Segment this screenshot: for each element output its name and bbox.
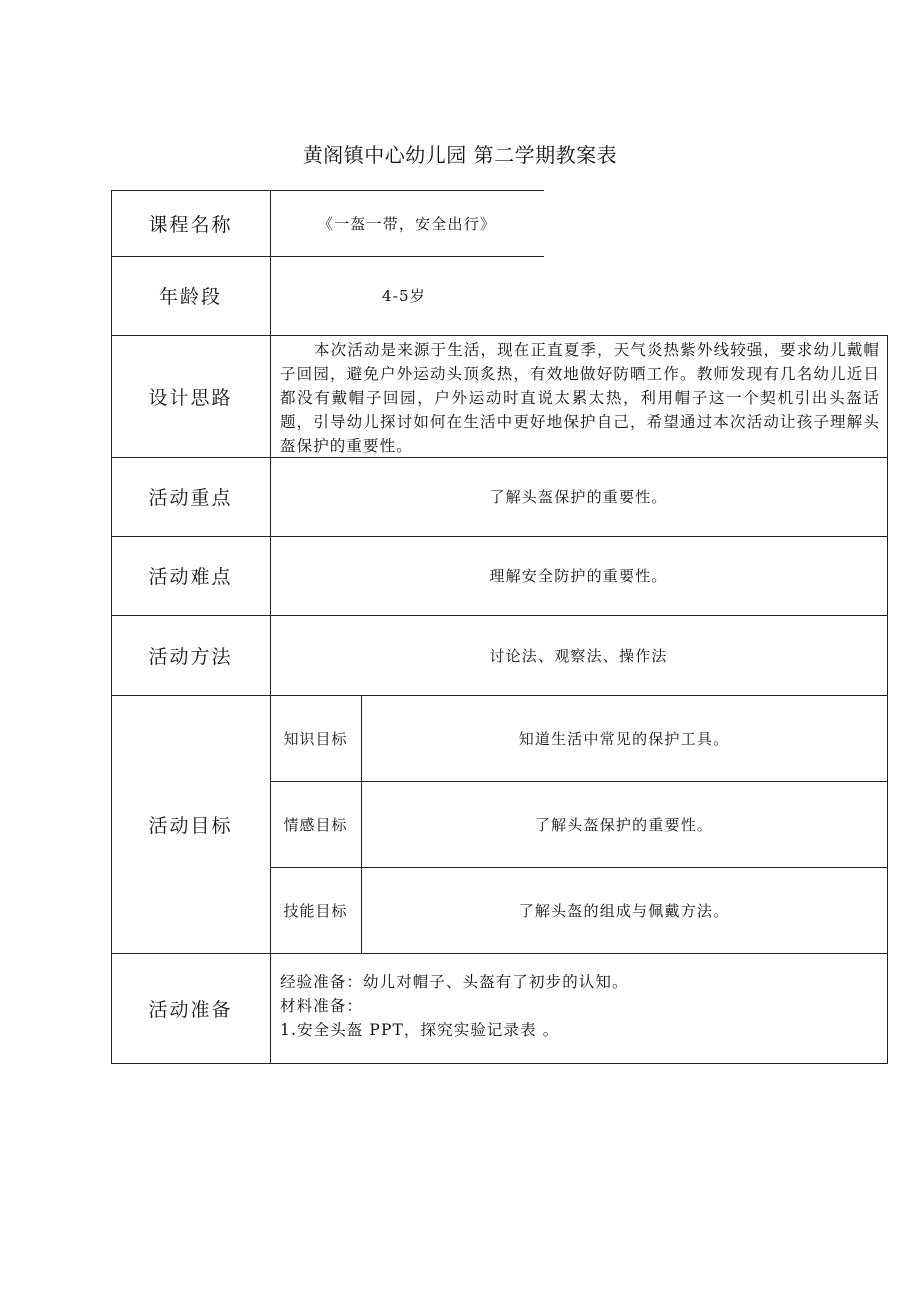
key-point-value: 了解头盔保护的重要性。 [489,488,668,506]
method-label: 活动方法 [148,645,233,668]
rule-bottom [111,1063,887,1064]
goals-label: 活动目标 [148,814,233,837]
course-name-label: 课程名称 [148,213,233,236]
preparation-line: 经验准备：幼儿对帽子、头盔有了初步的认知。 [280,973,629,991]
design-idea-text [280,338,880,456]
key-point-label: 活动重点 [148,487,233,509]
design-idea-value: 本次活动是来源于生活，现在正直夏季，天气炎热紫外线较强，要求幼儿戴帽子回园，避免户外运动头顶炙热，有效地做好防晒工作。教师发现有几名幼儿近日都没有戴帽子回园，户外运动时直说太累太热，利用帽子这一个契机引出头盔话题，引导幼儿探讨如何在生活中更好地保护自己，希望通过本次活动让孩子理解头盔保护的重要性。 [280,341,880,455]
emotion-goal-label: 情感目标 [283,815,348,834]
preparation-label: 活动准备 [148,998,233,1021]
difficulty-label: 活动难点 [148,566,233,588]
course-name-value: 《一盔一带，安全出行》 [317,214,497,233]
document-title: 黄阁镇中心幼儿园 第二学期教案表 [302,143,618,167]
skill-goal-value: 了解头盔的组成与佩戴方法。 [518,901,730,920]
preparation-line: 1.安全头盔 PPT，探究实验记录表 。 [280,1021,560,1039]
rule-right [887,335,888,1064]
preparation-line: 材料准备： [280,997,364,1015]
method-value: 讨论法、观察法、操作法 [489,646,668,665]
age-group-value: 4-5岁 [382,287,426,305]
emotion-goal-value: 了解头盔保护的重要性。 [534,815,714,834]
age-group-label: 年龄段 [158,286,222,308]
preparation-content [280,970,880,1042]
knowledge-goal-label: 知识目标 [283,729,348,748]
skill-goal-label: 技能目标 [283,901,348,920]
design-idea-label: 设计思路 [148,386,233,409]
knowledge-goal-value: 知道生活中常见的保护工具。 [518,729,730,748]
difficulty-value: 理解安全防护的重要性。 [489,567,668,585]
